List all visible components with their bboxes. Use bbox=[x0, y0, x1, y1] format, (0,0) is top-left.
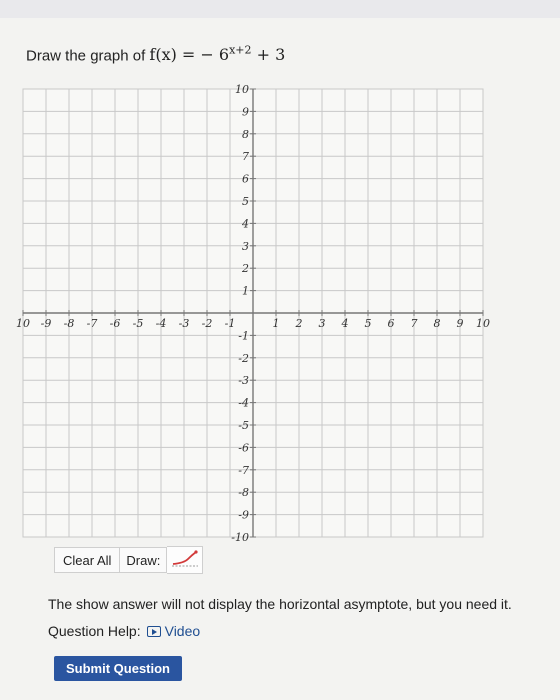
y-tick-label: 6 bbox=[242, 172, 249, 186]
clear-all-button[interactable]: Clear All bbox=[54, 547, 120, 573]
x-tick-label: 3 bbox=[318, 317, 326, 330]
x-tick-label: 10 bbox=[16, 317, 30, 330]
x-tick-label: 7 bbox=[410, 317, 418, 330]
question-text bbox=[26, 44, 285, 64]
y-tick-label: 4 bbox=[242, 217, 249, 231]
y-tick-label: -4 bbox=[238, 396, 249, 410]
y-tick-label: -8 bbox=[238, 486, 249, 500]
x-tick-label: -7 bbox=[86, 317, 98, 330]
x-tick-label: -6 bbox=[109, 317, 121, 330]
video-link[interactable] bbox=[147, 623, 201, 639]
coordinate-grid[interactable] bbox=[18, 84, 488, 546]
y-tick-label: -5 bbox=[238, 419, 249, 432]
graphing-area[interactable] bbox=[18, 84, 488, 546]
y-tick-label: -10 bbox=[231, 531, 249, 544]
x-tick-label: -4 bbox=[155, 317, 167, 330]
y-tick-label: 7 bbox=[242, 150, 249, 164]
x-tick-label: 5 bbox=[364, 317, 372, 330]
exponential-curve-tool[interactable] bbox=[167, 546, 203, 574]
function-exponent: x+2 bbox=[229, 44, 252, 57]
y-tick-label: 10 bbox=[235, 83, 249, 96]
function-expression bbox=[149, 45, 285, 64]
y-tick-label: -6 bbox=[238, 441, 249, 455]
x-tick-label: -9 bbox=[40, 317, 52, 330]
y-tick-label: 5 bbox=[242, 195, 249, 208]
submit-question-button[interactable]: Submit Question bbox=[54, 656, 182, 681]
x-tick-label: 9 bbox=[456, 317, 464, 330]
y-tick-label: 2 bbox=[242, 262, 249, 276]
video-play-icon bbox=[147, 626, 161, 637]
question-help bbox=[48, 623, 200, 639]
video-link-label: Video bbox=[164, 623, 201, 639]
x-tick-label: -5 bbox=[132, 317, 144, 330]
y-tick-label: -2 bbox=[238, 351, 249, 365]
x-tick-label: -3 bbox=[178, 317, 190, 330]
x-tick-label: -2 bbox=[201, 317, 213, 330]
function-base: f(x) = − 6 bbox=[149, 45, 230, 65]
y-tick-label: -7 bbox=[238, 463, 249, 477]
top-strip bbox=[0, 0, 560, 18]
x-tick-label: 10 bbox=[476, 317, 490, 330]
x-tick-label: -8 bbox=[63, 317, 75, 330]
asymptote-note: The show answer will not display the horizontal asymptote, but you need it. bbox=[48, 596, 512, 612]
y-tick-label: 3 bbox=[242, 239, 249, 253]
question-help-label: Question Help: bbox=[48, 623, 141, 639]
x-tick-label: -1 bbox=[224, 317, 236, 330]
y-tick-label: -1 bbox=[238, 329, 249, 343]
y-tick-label: 1 bbox=[242, 284, 249, 298]
question-prefix: Draw the graph of bbox=[26, 47, 146, 65]
x-tick-label: 1 bbox=[272, 317, 280, 330]
draw-label: Draw: bbox=[120, 547, 167, 573]
y-tick-label: -3 bbox=[238, 374, 249, 388]
exponential-curve-icon bbox=[170, 549, 200, 571]
x-tick-label: 4 bbox=[341, 317, 349, 330]
graph-toolbar bbox=[54, 546, 203, 574]
x-tick-label: 2 bbox=[295, 317, 303, 330]
y-tick-label: -9 bbox=[238, 508, 249, 522]
function-suffix: + 3 bbox=[256, 45, 286, 65]
x-tick-label: 8 bbox=[433, 317, 441, 330]
x-tick-label: 6 bbox=[387, 317, 395, 330]
y-tick-label: 8 bbox=[242, 127, 249, 141]
y-tick-label: 9 bbox=[242, 105, 249, 119]
